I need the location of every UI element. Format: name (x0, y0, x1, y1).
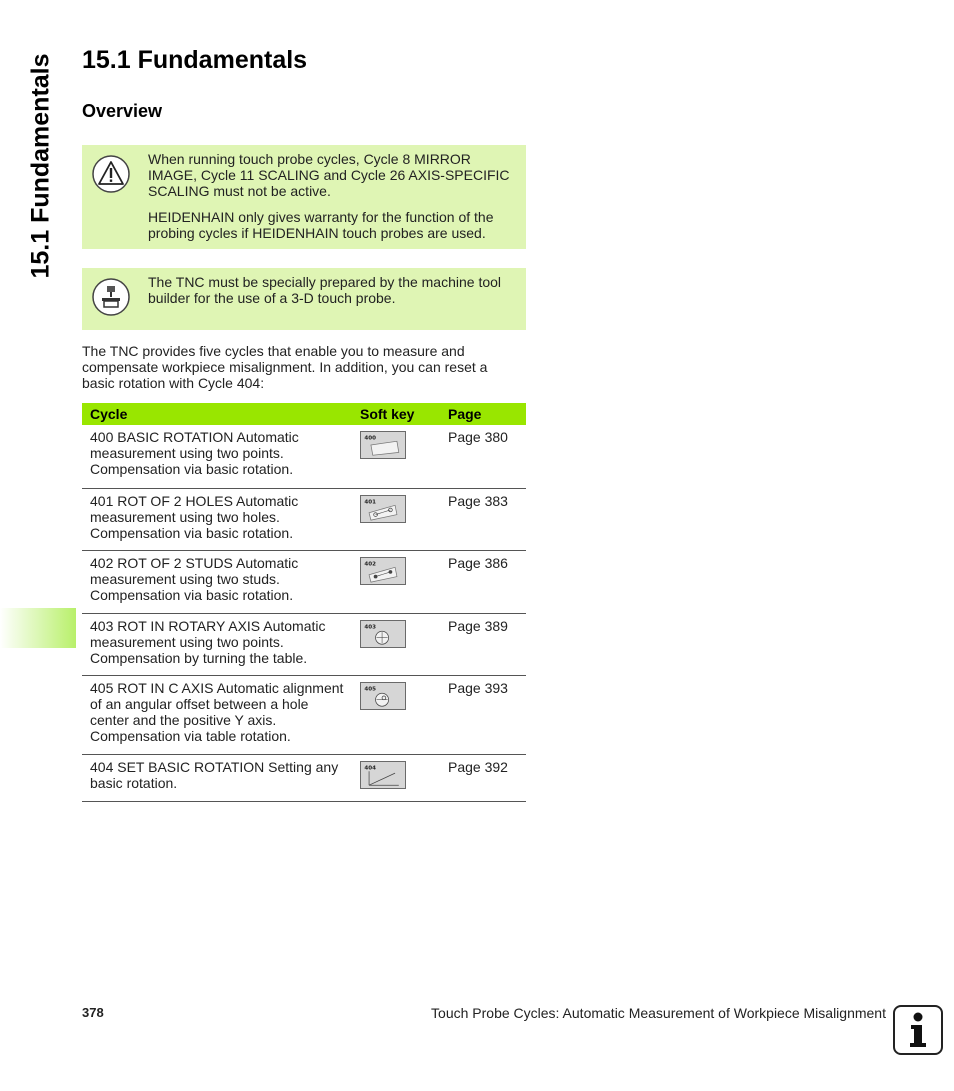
softkey-cell (352, 754, 440, 801)
cycle-description: 405 ROT IN C AXIS Automatic alignment of an angular offset between a hole center and the positive Y axis. Compensation via table rotation. (82, 675, 352, 754)
table-row (82, 425, 526, 488)
softkey-label: 404 (364, 764, 377, 771)
page-reference: Page 383 (440, 488, 526, 550)
softkey-405-icon[interactable] (360, 682, 406, 710)
softkey-404-icon[interactable] (360, 761, 406, 789)
softkey-cell (352, 425, 440, 488)
section-title: Overview (82, 101, 163, 121)
table-row (82, 754, 526, 801)
warning-note (82, 145, 526, 249)
side-chapter-title (26, 46, 56, 286)
softkey-cell (352, 675, 440, 754)
intro-paragraph: The TNC provides five cycles that enable you to measure and compensate workpiece misalignment. In addition, you can reset a basic rotation with Cycle 404: (82, 343, 488, 391)
table-row (82, 550, 526, 613)
softkey-402-icon[interactable] (360, 557, 406, 585)
chapter-footer: Touch Probe Cycles: Automatic Measurement of Workpiece Misalignment (431, 1005, 886, 1021)
page-reference: Page 389 (440, 613, 526, 675)
softkey-label: 401 (364, 498, 377, 505)
note-paragraph: When running touch probe cycles, Cycle 8 MIRROR IMAGE, Cycle 11 SCALING and Cycle 26 AXIS-SPECIFIC SCALING must not be active. (148, 151, 510, 199)
header-cycle: Cycle (82, 403, 352, 425)
cycle-description: 401 ROT OF 2 HOLES Automatic measurement using two holes. Compensation via basic rotation. (82, 488, 352, 550)
page-number: 378 (82, 1005, 104, 1020)
warning-icon (92, 155, 130, 193)
softkey-label: 405 (364, 685, 377, 692)
page-reference: Page 393 (440, 675, 526, 754)
header-softkey: Soft key (352, 403, 440, 425)
note-paragraph: The TNC must be specially prepared by the machine tool builder for the use of a 3-D touch probe. (148, 274, 502, 306)
table-row (82, 488, 526, 550)
note-paragraph: HEIDENHAIN only gives warranty for the function of the probing cycles if HEIDENHAIN touch probes are used. (148, 209, 494, 241)
machine-tool-icon (92, 278, 130, 316)
cycle-description: 400 BASIC ROTATION Automatic measurement using two points. Compensation via basic rotation. (82, 425, 352, 488)
softkey-cell (352, 550, 440, 613)
cycle-description: 403 ROT IN ROTARY AXIS Automatic measurement using two points. Compensation by turning the table. (82, 613, 352, 675)
softkey-cell (352, 488, 440, 550)
page-reference: Page 380 (440, 425, 526, 488)
machine-note (82, 268, 526, 330)
cycle-description: 404 SET BASIC ROTATION Setting any basic rotation. (82, 754, 352, 801)
cycle-description: 402 ROT OF 2 STUDS Automatic measurement using two studs. Compensation via basic rotation. (82, 550, 352, 613)
table-row (82, 613, 526, 675)
chapter-tab-marker (0, 608, 76, 648)
softkey-401-icon[interactable] (360, 495, 406, 523)
softkey-400-icon[interactable] (360, 431, 406, 459)
page-reference: Page 392 (440, 754, 526, 801)
cycles-table (82, 403, 526, 802)
softkey-403-icon[interactable] (360, 620, 406, 648)
softkey-label: 403 (364, 623, 377, 630)
softkey-label: 402 (364, 560, 377, 567)
table-header-row (82, 403, 526, 425)
softkey-label: 400 (364, 435, 377, 442)
info-icon (893, 1005, 943, 1055)
side-chapter-title-text: 15.1 Fundamentals (26, 53, 55, 279)
softkey-cell (352, 613, 440, 675)
table-row (82, 675, 526, 754)
page-reference: Page 386 (440, 550, 526, 613)
page-title: 15.1 Fundamentals (82, 46, 308, 74)
header-page: Page (440, 403, 526, 425)
